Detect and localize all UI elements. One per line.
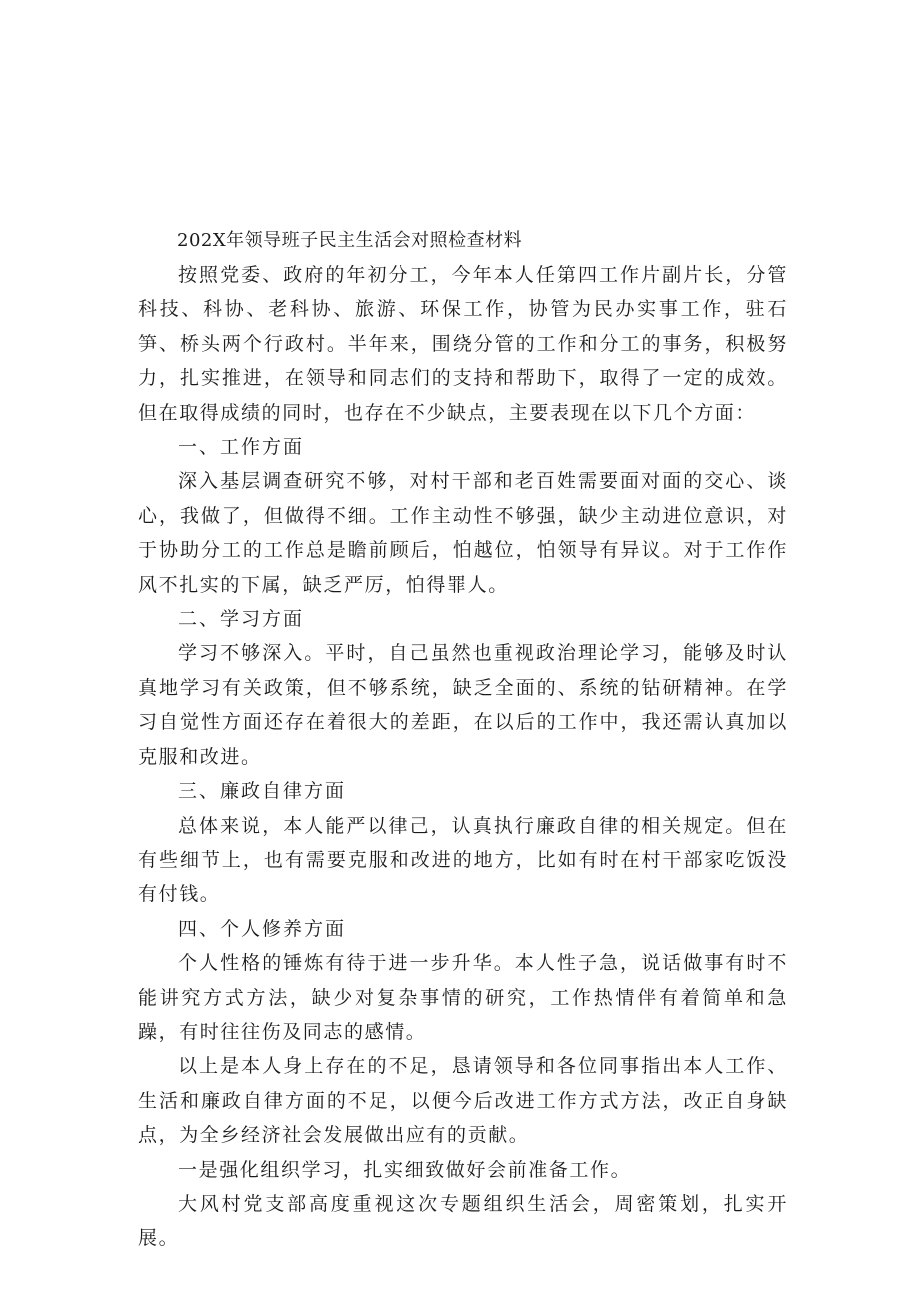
- section-body-study: 学习不够深入。平时，自己虽然也重视政治理论学习，能够及时认真地学习有关政策，但不够系统，缺乏全面的、系统的钻研精神。在学习自觉性方面还存在着很大的差距，在以后的工作中，我还需认真加以克服和改进。: [138, 642, 788, 768]
- section-body-work: 深入基层调查研究不够，对村干部和老百姓需要面对面的交心、谈心，我做了，但做得不细。工作主动性不够强，缺少主动进位意识，对于协助分工的工作总是瞻前顾后，怕越位，怕领导有异议。对于工作作风不扎实的下属，缺乏严厉，怕得罪人。: [138, 470, 788, 596]
- section-heading-integrity: 三、廉政自律方面: [178, 780, 347, 803]
- section-body-cultivation: 个人性格的锤炼有待于进一步升华。本人性子急，说话做事有时不能讲究方式方法，缺少对复杂事情的研究，工作热情伴有着简单和急躁，有时往往伤及同志的感情。: [138, 952, 788, 1043]
- intro-paragraph: 按照党委、政府的年初分工，今年本人任第四工作片副片长，分管科技、科协、老科协、旅游、环保工作，协管为民办实事工作，驻石笋、桥头两个行政村。半年来，围绕分管的工作和分工的事务，积极努力，扎实推进，在领导和同志们的支持和帮助下，取得了一定的成效。但在取得成绩的同时，也存在不少缺点，主要表现在以下几个方面：: [138, 264, 788, 424]
- section-heading-study: 二、学习方面: [178, 608, 305, 631]
- section-heading-cultivation: 四、个人修养方面: [178, 917, 347, 940]
- closing-paragraph: 以上是本人身上存在的不足，恳请领导和各位同事指出本人工作、生活和廉政自律方面的不足，以便今后改进工作方式方法，改正自身缺点，为全乡经济社会发展做出应有的贡献。: [138, 1055, 788, 1147]
- document-title: 202X年领导班子民主生活会对照检查材料: [177, 230, 523, 251]
- extra-body: 大风村党支部高度重视这次专题组织生活会，周密策划，扎实开展。: [138, 1192, 788, 1250]
- document-page: [138, 224, 788, 1256]
- extra-heading: 一是强化组织学习，扎实细致做好会前准备工作。: [178, 1158, 632, 1181]
- section-body-integrity: 总体来说，本人能严以律己，认真执行廉政自律的相关规定。但在有些细节上，也有需要克服和改进的地方，比如有时在村干部家吃饭没有付钱。: [138, 814, 788, 906]
- section-heading-work: 一、工作方面: [178, 436, 305, 459]
